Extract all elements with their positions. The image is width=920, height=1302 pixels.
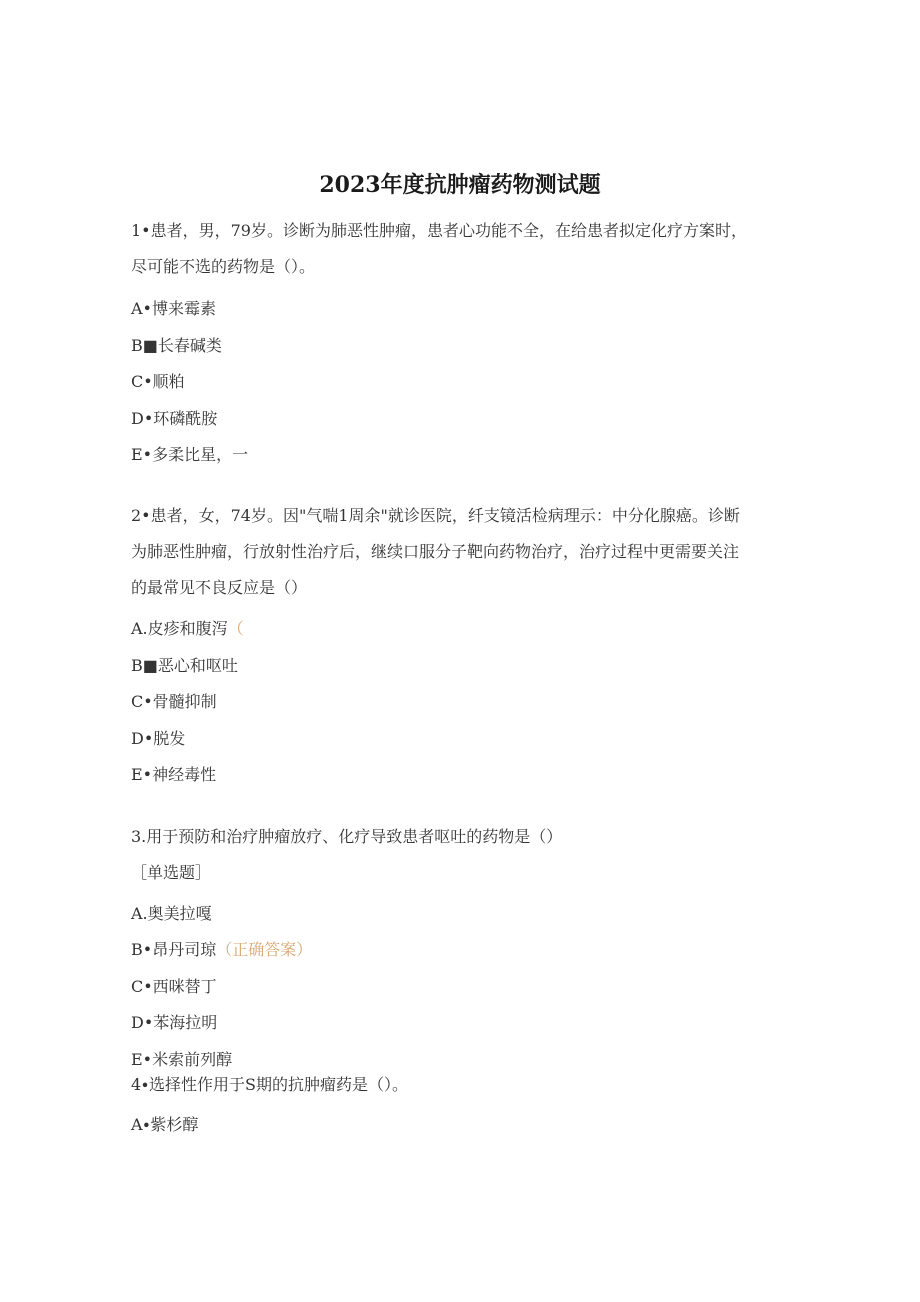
q3-stem: 3.用于预防和治疗肿瘤放疗、化疗导致患者呕吐的药物是（） [131, 827, 563, 846]
q4-option-a: A∙紫杉醇 [131, 1115, 199, 1134]
q2-option-a-text: A.皮疹和腹泻 [131, 619, 228, 638]
q3-correct-answer-label: （正确答案） [216, 940, 313, 959]
q4-stem: 4∙选择性作用于S期的抗肿瘤药是（）。 [131, 1075, 408, 1094]
q2-option-c: C•骨髓抑制 [131, 692, 217, 711]
q2-option-a-mark: （ [227, 619, 244, 638]
q3-option-d: D•苯海拉明 [131, 1013, 218, 1032]
q2-option-e: E•神经毒性 [131, 765, 217, 784]
q2-stem-line-1: 2•患者，女，74岁。因"气喘1周余"就诊医院，纤支镜活检病理示：中分化腺癌。诊断 [131, 506, 740, 525]
q1-stem-line-1: 1•患者，男，79岁。诊断为肺恶性肿瘤，患者心功能不全，在给患者拟定化疗方案时， [131, 221, 747, 240]
q1-option-c: C•顺粕 [131, 372, 185, 391]
q1-stem-line-2: 尽可能不选的药物是（）。 [131, 257, 316, 276]
q3-option-b [131, 939, 312, 961]
q1-option-d: D•环磷酰胺 [131, 409, 218, 428]
q3-type-label: ［单选题］ [131, 863, 212, 882]
q3-option-b-text: B•昂丹司琼 [131, 940, 217, 959]
q2-option-d: D•脱发 [131, 729, 186, 748]
q1-option-e: E•多柔比星，一 [131, 445, 249, 464]
q1-option-b: B■长春碱类 [131, 336, 222, 355]
q3-option-a: A.奥美拉嘎 [131, 904, 212, 923]
q2-option-a [131, 618, 244, 640]
page-title: 2023年度抗肿瘤药物测试题 [319, 172, 601, 198]
q2-stem-line-3: 的最常见不良反应是（） [131, 578, 308, 597]
q3-option-e: E•米索前列醇 [131, 1050, 233, 1069]
q2-stem-line-2: 为肺恶性肿瘤，行放射性治疗后，继续口服分子靶向药物治疗，治疗过程中更需要关注 [131, 542, 740, 561]
q2-option-b: B■恶心和呕吐 [131, 656, 238, 675]
q3-option-c: C•西咪替丁 [131, 977, 217, 996]
q1-option-a: A•博来霉素 [131, 299, 216, 318]
